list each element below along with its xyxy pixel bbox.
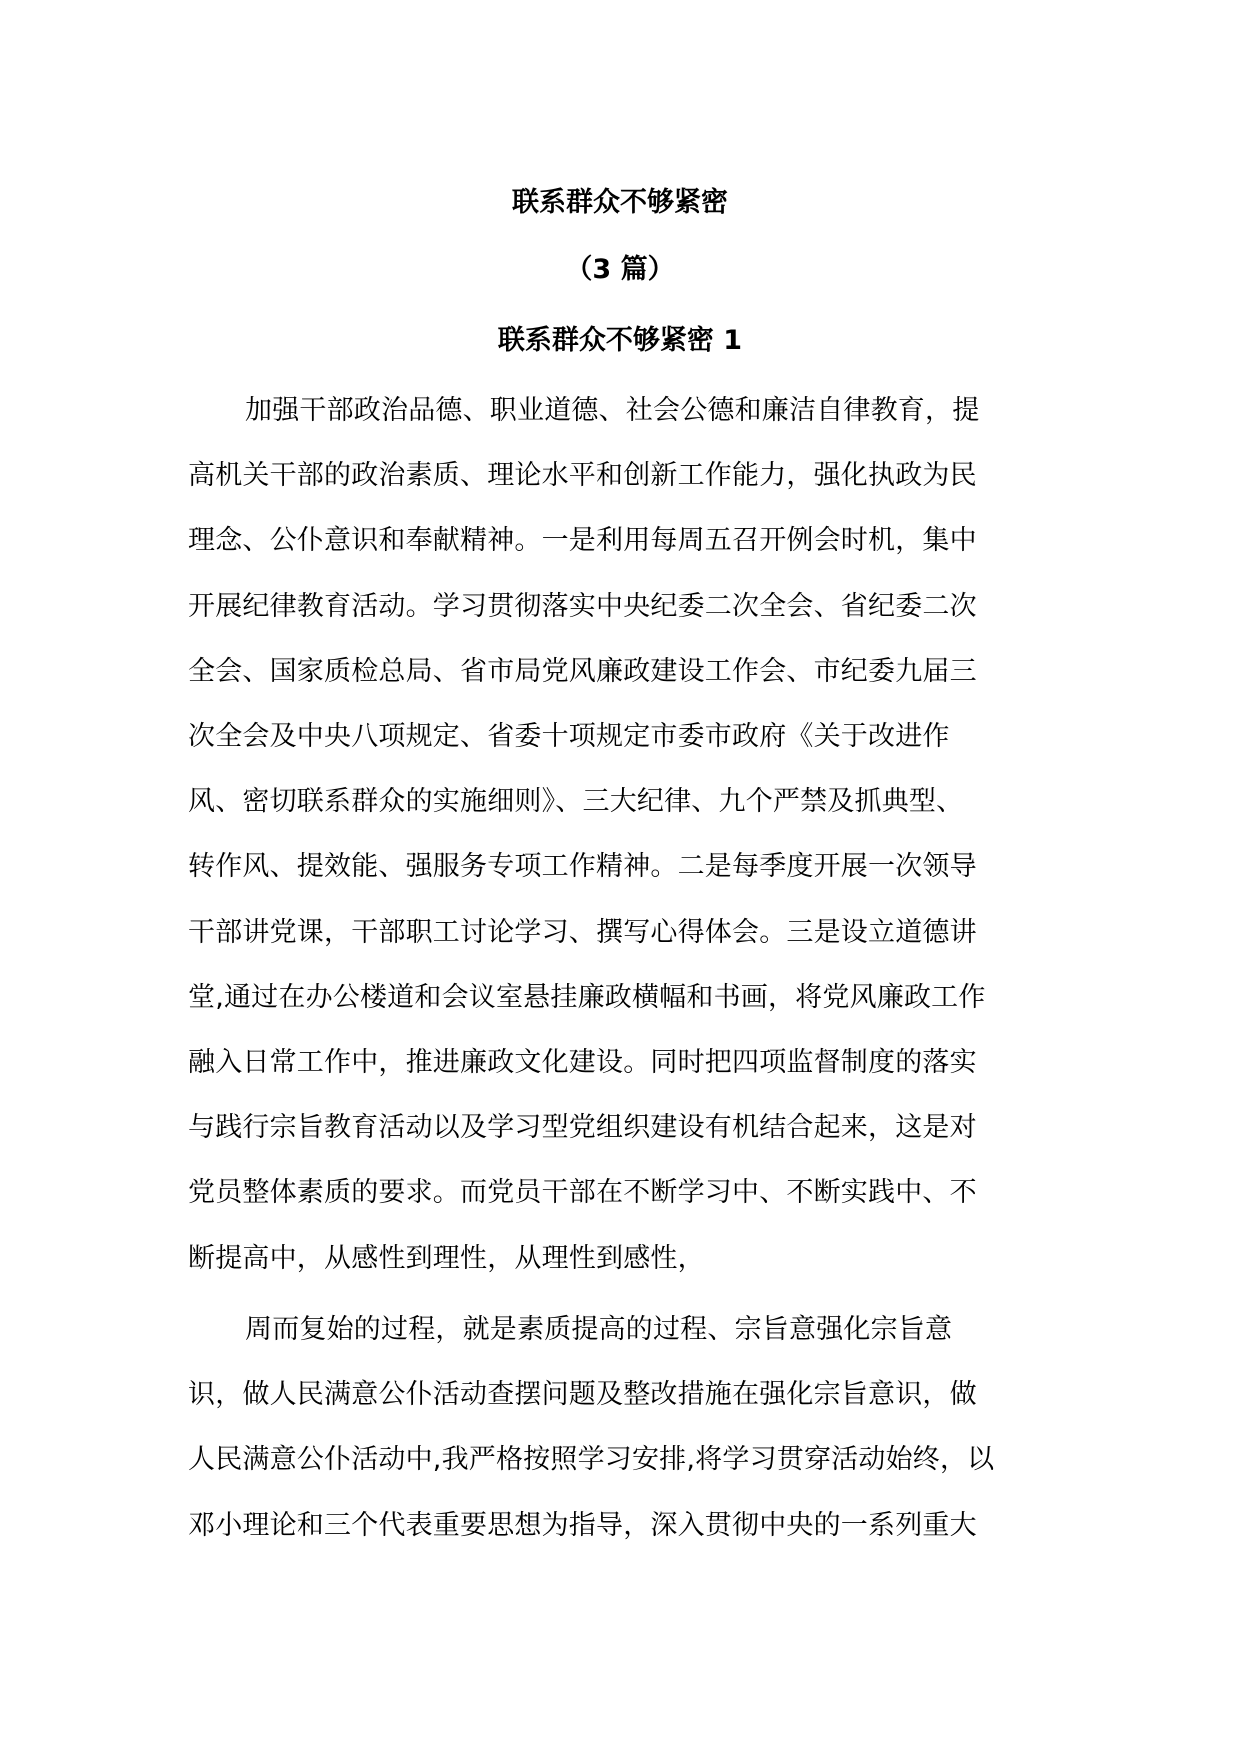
paragraph-line: 邓小理论和三个代表重要思想为指导，深入贯彻中央的一系列重大 bbox=[188, 1509, 977, 1541]
paragraph-line: 全会、国家质检总局、省市局党风廉政建设工作会、市纪委九届三 bbox=[188, 655, 977, 687]
paragraph-line: 理念、公仆意识和奉献精神。一是利用每周五召开例会时机，集中 bbox=[188, 525, 977, 557]
paragraph-line: 次全会及中央八项规定、省委十项规定市委市政府《关于改进作 bbox=[188, 721, 950, 753]
paragraph-line: 转作风、提效能、强服务专项工作精神。二是每季度开展一次领导 bbox=[188, 851, 977, 883]
paragraph-line: 人民满意公仆活动中,我严格按照学习安排,将学习贯穿活动始终，以 bbox=[188, 1444, 995, 1476]
paragraph-line: 堂,通过在办公楼道和会议室悬挂廉政横幅和书画，将党风廉政工作 bbox=[188, 981, 986, 1013]
paragraph-line: 与践行宗旨教育活动以及学习型党组织建设有机结合起来，这是对 bbox=[188, 1112, 977, 1144]
paragraph-line: 周而复始的过程，就是素质提高的过程、宗旨意强化宗旨意 bbox=[245, 1314, 953, 1345]
paragraph-line: 党员整体素质的要求。而党员干部在不断学习中、不断实践中、不 bbox=[188, 1177, 977, 1209]
document-subtitle: （3 篇） bbox=[565, 254, 675, 285]
paragraph-line: 开展纪律教育活动。学习贯彻落实中央纪委二次全会、省纪委二次 bbox=[188, 590, 977, 622]
paragraph-line: 断提高中，从感性到理性，从理性到感性， bbox=[188, 1242, 705, 1274]
section-title: 联系群众不够紧密 1 bbox=[497, 325, 743, 356]
paragraph-1 bbox=[188, 378, 1068, 1291]
paragraph-line: 高机关干部的政治素质、理论水平和创新工作能力，强化执政为民 bbox=[188, 460, 977, 492]
document-title: 联系群众不够紧密 bbox=[512, 187, 728, 218]
paragraph-line: 融入日常工作中，推进廉政文化建设。同时把四项监督制度的落实 bbox=[188, 1047, 977, 1079]
paragraph-2 bbox=[188, 1297, 1068, 1558]
paragraph-line: 干部讲党课，干部职工讨论学习、撰写心得体会。三是设立道德讲 bbox=[188, 916, 977, 948]
paragraph-line: 识，做人民满意公仆活动查摆问题及整改措施在强化宗旨意识，做 bbox=[188, 1379, 977, 1411]
paragraph-line: 风、密切联系群众的实施细则》、三大纪律、九个严禁及抓典型、 bbox=[188, 786, 964, 818]
paragraph-line: 加强干部政治品德、职业道德、社会公德和廉洁自律教育，提 bbox=[245, 395, 980, 426]
